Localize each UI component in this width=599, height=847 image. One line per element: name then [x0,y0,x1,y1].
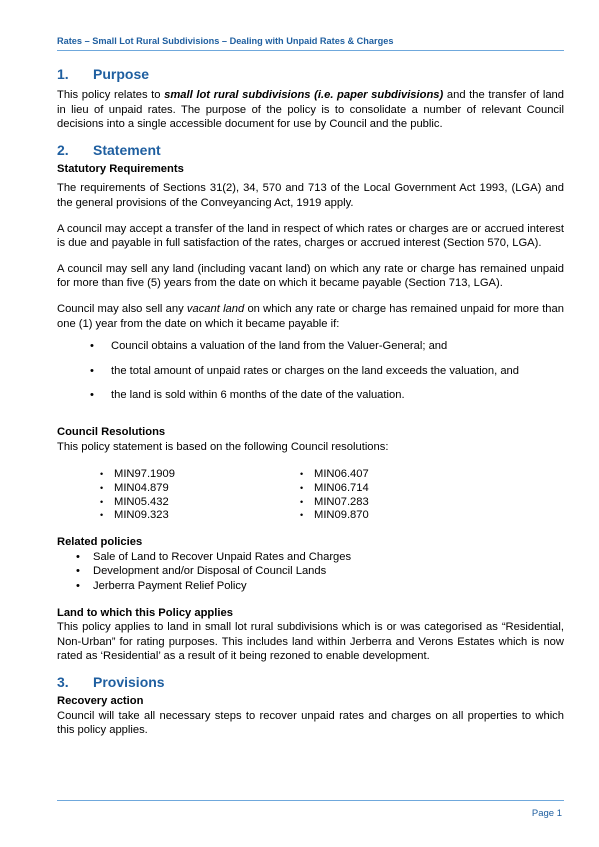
statutory-paragraph-2: A council may accept a transfer of the land in respect of which rates or charges are or accrued interest is due and payable in full satisfaction of the rates, charges or accrued interest (Section 570, LGA). [57,222,564,250]
applies-paragraph: This policy applies to land in small lot rural subdivisions which is or was categorised as “Residential, Non-Urban” for rating purposes. This includes land within Jerberra and Verons Estates which is now rated as ‘Residential’ as a result of it being rezoned to enable development. [57,621,564,663]
related-policies-list [57,550,564,594]
conditions-list [57,339,564,403]
recovery-heading: Recovery action [57,695,144,708]
list-item: • Sale of Land to Recover Unpaid Rates and Charges [57,550,564,565]
list-item: • MIN07.283 [297,496,497,510]
list-item: • MIN09.870 [297,509,497,523]
section-heading-statement: 2. Statement [57,141,161,158]
statutory-heading: Statutory Requirements [57,162,184,175]
list-item: • MIN04.879 [97,482,297,496]
document-body [57,64,564,738]
section-heading-purpose: 1. Purpose [57,66,150,82]
statutory-paragraph-1: The requirements of Sections 31(2), 34, 570 and 713 of the Local Government Act 1993, (LGA) and the general provisions of the Conveyancing Act, 1919 apply. [57,182,564,209]
resolutions-heading: Council Resolutions [57,425,166,438]
recovery-paragraph: Council will take all necessary steps to recover unpaid rates and charges on all properties to which this policy applies. [57,709,564,737]
header-divider [57,50,564,51]
list-item: • Council obtains a valuation of the land from the Valuer-General; and [57,339,564,354]
list-item: • the land is sold within 6 months of the date of the valuation. [57,388,564,403]
list-item: • Jerberra Payment Relief Policy [57,579,564,594]
section-heading-provisions: 3. Provisions [57,674,165,691]
purpose-paragraph: This policy relates to small lot rural subdivisions (i.e. paper subdivisions) and the transfer of land in lieu of unpaid rates. The purpose of the policy is to consolidate a number of relevant Council decisions into a single accessible document for use by Council and the public. [57,89,564,131]
list-item: • MIN05.432 [97,496,297,510]
list-item: • the total amount of unpaid rates or charges on the land exceeds the valuation, and [57,364,564,379]
page-number: Page 1 [531,808,562,819]
statutory-paragraph-4: Council may also sell any vacant land on which any rate or charge has remained unpaid for more than one (1) year from the date on which it became payable if: [57,302,564,330]
resolutions-right-column [297,468,497,523]
resolutions-intro: This policy statement is based on the following Council resolutions: [57,440,389,453]
list-item: • MIN06.714 [297,482,497,496]
footer-divider [57,800,564,801]
related-policies-heading: Related policies [57,536,143,549]
statutory-paragraph-3: A council may sell any land (including vacant land) on which any rate or charge has remained unpaid for more than five (5) years from the date on which it became payable (Section 713, LGA). [57,262,564,290]
list-item: • MIN06.407 [297,468,497,482]
applies-heading: Land to which this Policy applies [57,606,233,619]
list-item: • Development and/or Disposal of Council Lands [57,564,564,579]
list-item: • MIN09.323 [97,509,297,523]
resolutions-left-column [97,468,297,523]
running-header: Rates – Small Lot Rural Subdivisions – Dealing with Unpaid Rates & Charges [57,36,394,46]
list-item: • MIN97.1909 [97,468,297,482]
resolutions-columns [57,468,564,523]
